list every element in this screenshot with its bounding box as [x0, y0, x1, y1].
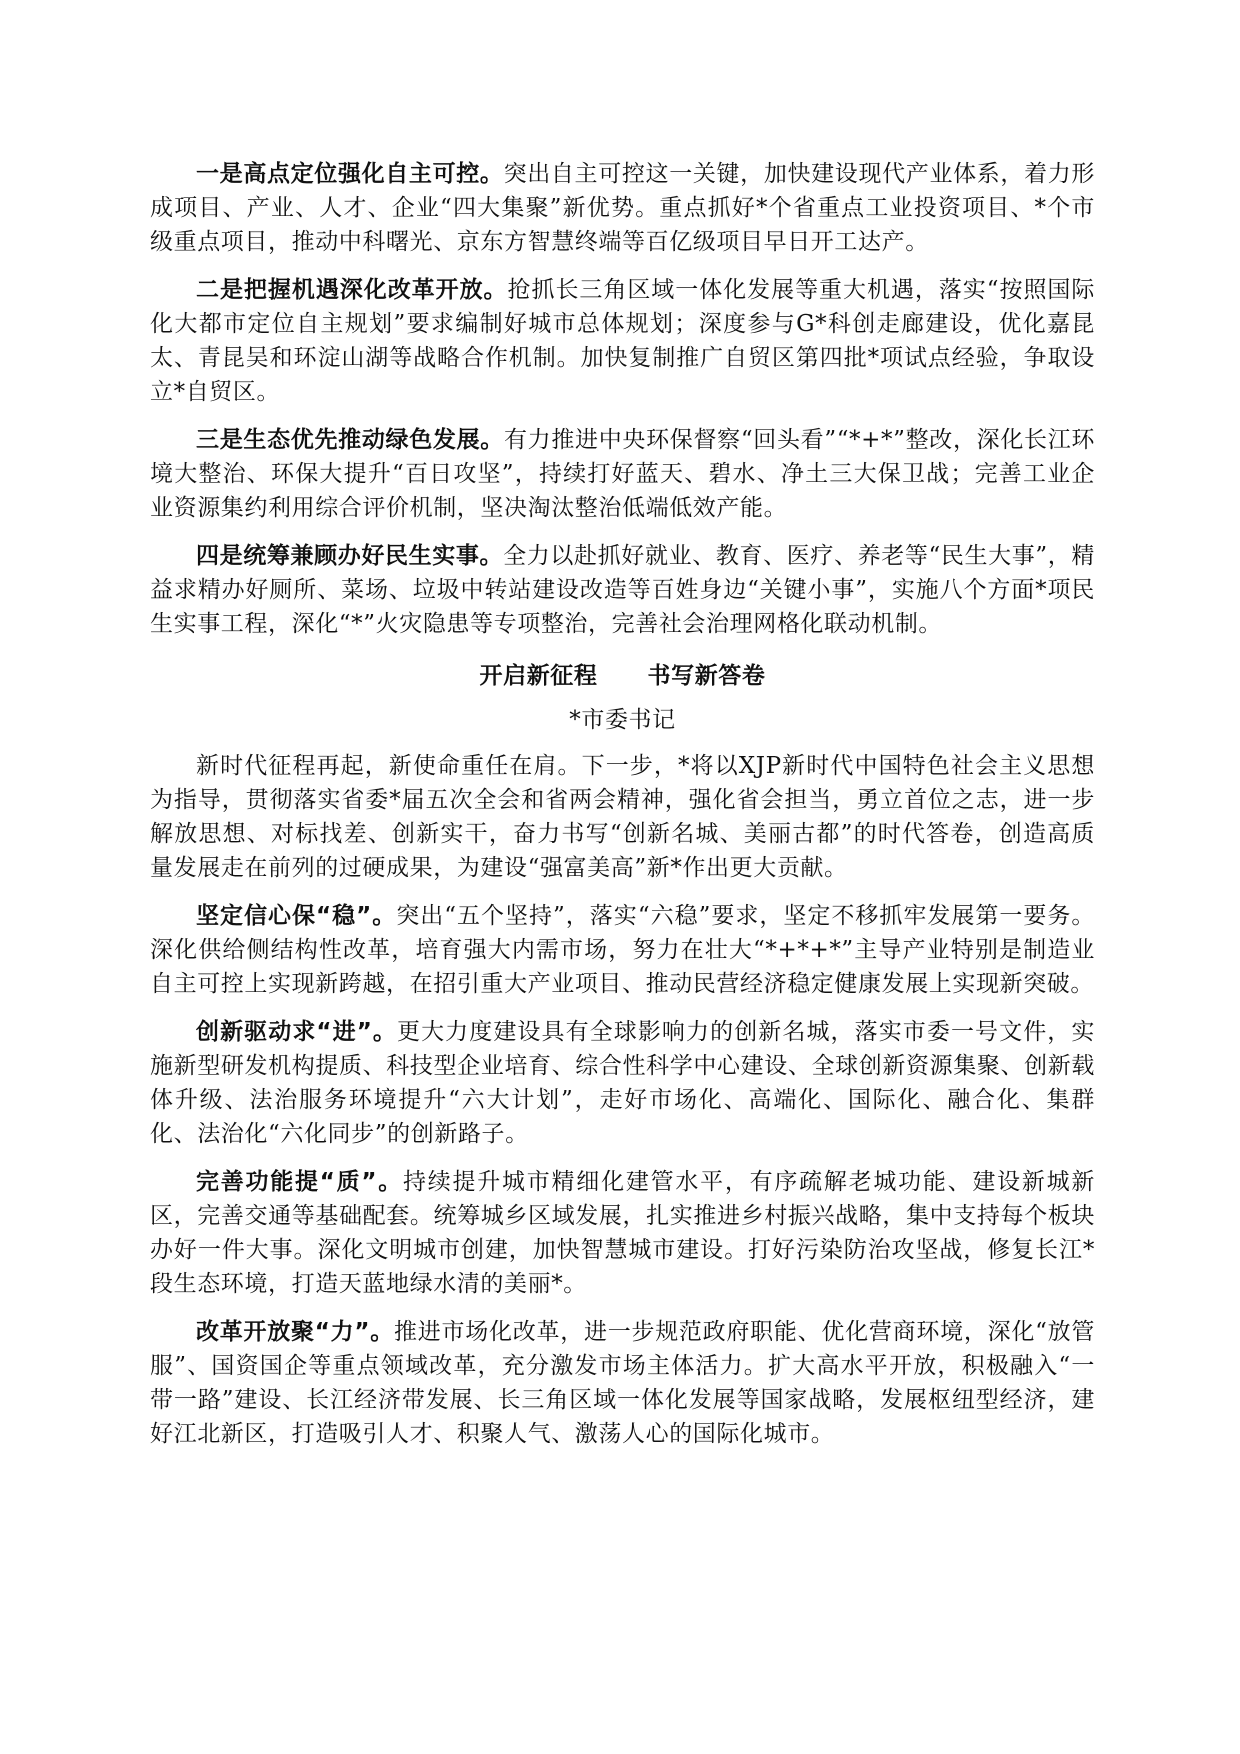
- paragraph-lead: 坚定信心保“稳”。: [196, 903, 397, 929]
- paragraph-text: 抢抓长三角区域一体化发展等重大机遇，落实“按照国际化大都市定位自主规划”要求编制好城市总体规划；深度参与G*科创走廊建设，优化嘉昆太、青昆吴和环淀山湖等战略合作机制。加快复制推广自贸区第四批*项试点经验，争取设立*自贸区。: [150, 277, 1095, 405]
- article-title-part-one: 开启新征程: [479, 663, 598, 689]
- paragraph-lead: 改革开放聚“力”。: [196, 1319, 394, 1345]
- paragraph-text: 突出自主可控这一关键，加快建设现代产业体系，着力形成项目、产业、人才、企业“四大集聚”新优势。重点抓好*个省重点工业投资项目、*个市级重点项目，推动中科曙光、京东方智慧终端等百亿级项目早日开工达产。: [150, 161, 1095, 255]
- paragraph-text: 突出“五个坚持”，落实“六稳”要求，坚定不移抓牢发展第一要务。深化供给侧结构性改革，培育强大内需市场，努力在壮大“*+*+*”主导产业特别是制造业自主可控上实现新跨越，在招引重大产业项目、推动民营经济稳定健康发展上实现新突破。: [150, 903, 1095, 997]
- paragraph-text: 推进市场化改革，进一步规范政府职能、优化营商环境，深化“放管服”、国资国企等重点领域改革，充分激发市场主体活力。扩大高水平开放，积极融入“一带一路”建设、长江经济带发展、长三角区域一体化发展等国家战略，发展枢纽型经济，建好江北新区，打造吸引人才、积聚人气、激荡人心的国际化城市。: [150, 1319, 1095, 1447]
- paragraph-text: 全力以赴抓好就业、教育、医疗、养老等“民生大事”，精益求精办好厕所、菜场、垃圾中转站建设改造等百姓身边“关键小事”，实施八个方面*项民生实事工程，深化“*”火灾隐患等专项整治，完善社会治理网格化联动机制。: [150, 543, 1095, 637]
- paragraph-point-one: [150, 157, 1095, 259]
- paragraph-innovation: [150, 1015, 1095, 1151]
- paragraph-lead: 三是生态优先推动绿色发展。: [196, 427, 504, 453]
- document-body: [150, 157, 1095, 1465]
- paragraph-lead: 创新驱动求“进”。: [196, 1019, 397, 1045]
- article-intro-paragraph: 新时代征程再起，新使命重任在肩。下一步，*将以XJP新时代中国特色社会主义思想为指导，贯彻落实省委*届五次全会和省两会精神，强化省会担当，勇立首位之志，进一步解放思想、对标找差、创新实干，奋力书写“创新名城、美丽古都”的时代答卷，创造高质量发展走在前列的过硬成果，为建设“强富美高”新*作出更大贡献。: [150, 753, 1095, 881]
- article-title-part-two: 书写新答卷: [647, 663, 766, 689]
- paragraph-text: 有力推进中央环保督察“回头看”“*+*”整改，深化长江环境大整治、环保大提升“百日攻坚”，持续打好蓝天、碧水、净土三大保卫战；完善工业企业资源集约利用综合评价机制，坚决淘汰整治低端低效产能。: [150, 427, 1095, 521]
- paragraph-text: 更大力度建设具有全球影响力的创新名城，落实市委一号文件，实施新型研发机构提质、科技型企业培育、综合性科学中心建设、全球创新资源集聚、创新载体升级、法治服务环境提升“六大计划”，走好市场化、高端化、国际化、融合化、集群化、法治化“六化同步”的创新路子。: [150, 1019, 1095, 1147]
- paragraph-text: 持续提升城市精细化建管水平，有序疏解老城功能、建设新城新区，完善交通等基础配套。统筹城乡区域发展，扎实推进乡村振兴战略，集中支持每个板块办好一件大事。深化文明城市创建，加快智慧城市建设。打好污染防治攻坚战，修复长江*段生态环境，打造天蓝地绿水清的美丽*。: [150, 1169, 1095, 1297]
- paragraph-lead: 二是把握机遇深化改革开放。: [196, 277, 508, 303]
- paragraph-point-two: [150, 273, 1095, 409]
- article-byline: *市委书记: [569, 707, 676, 733]
- paragraph-point-four: [150, 539, 1095, 641]
- paragraph-reform: [150, 1315, 1095, 1451]
- paragraph-point-three: [150, 423, 1095, 525]
- paragraph-quality: [150, 1165, 1095, 1301]
- paragraph-lead: 完善功能提“质”。: [196, 1169, 404, 1195]
- paragraph-lead: 四是统筹兼顾办好民生实事。: [196, 543, 504, 569]
- paragraph-stability: [150, 899, 1095, 1001]
- article-title: [150, 659, 1095, 693]
- paragraph-lead: 一是高点定位强化自主可控。: [196, 161, 504, 187]
